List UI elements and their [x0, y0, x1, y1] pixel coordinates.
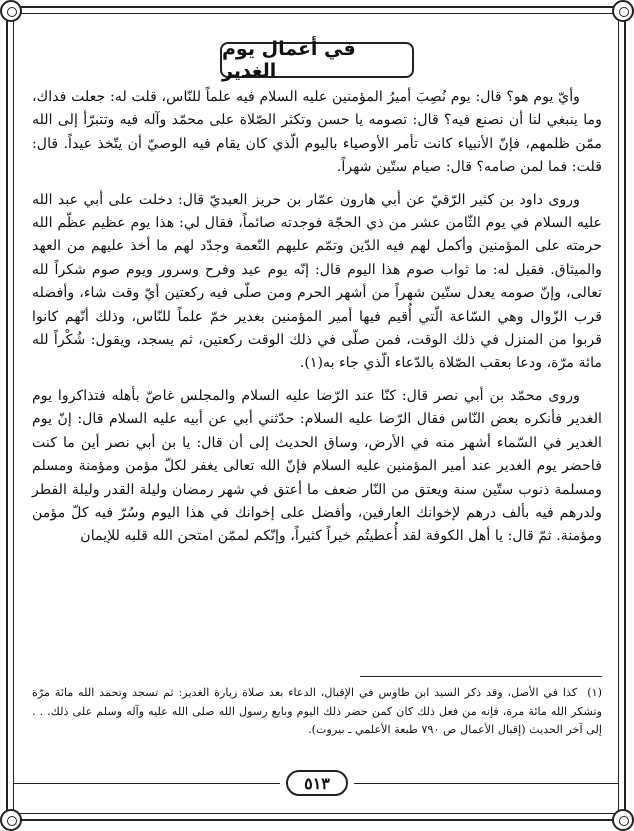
- page-number: ٥١٣: [304, 773, 330, 793]
- chapter-title-box: [220, 38, 414, 82]
- footnote-separator: [360, 676, 602, 677]
- paragraph-3: وروى محمّد بن أبي نصر قال: كنّا عند الرّضا عليه السلام والمجلس غاصّ بأهله فتذاكروا يوم الغدير فأنكره بعض النّاس فقال الرّضا عليه السلام: حدّثني أبي عن أبيه عليه السلام قال: إنّ يوم الغدير في السّماء أشهر منه في الأرض، وساق الحديث إلى أن قال: يا بن أبي نصر أين ما كنت فاحضر يوم الغدير عند أمير المؤمنين عليه السلام فإنّ الله تعالى يغفر لكلّ مؤمن ومؤمنة ومسلم ومسلمة ذنوب ستّين سنة ويعتق من النّار ضعف ما أعتق في شهر رمضان وليلة القدر وليلة الفطر ولدرهم فيه بألف درهم لإخوانك العارفين، وأفضل على إخوانك في هذا اليوم وسُرّ فيه كلّ مؤمن ومؤمنة. ثمّ قال: يا أهل الكوفة لقد أُعطيتُم خيراً كثيراً، وإنّكم لممّن امتحن الله قلبه للإيمان: [32, 387, 602, 545]
- paragraph-1: وأيّ يوم هو؟ قال: يوم نُصِبَ أميرُ المؤمنين عليه السلام فيه علماً للنّاس، قلت له: جعلت فداك، وما ينبغي لنا أن نصنع فيه؟ قال: تصومه يا حسن وتكثر الصّلاة على محمّد وآله فيه وتتبرّأ إلى الله ممّن ظلمهم، فإنّ الأنبياء كانت تأمر الأوصياء باليوم الّذي كان يقام فيه الوصيّ أن يتّخذ عيداً. قال: قلت: فما لمن صامه؟ قال: صيام ستّين شهراً.: [32, 89, 602, 176]
- corner-ornament-top-right: [612, 0, 634, 22]
- paragraph-2: وروى داود بن كثير الرّقيّ عن أبي هارون عمّار بن حريز العبديّ قال: دخلت على أبي عبد الله عليه السلام في يوم الثّامن عشر من ذي الحجّة فوجدته صائماً، فقال لي: هذا يوم عظيم عظّم الله حرمته على المؤمنين وأكمل لهم فيه الدّين وتمّم عليهم النّعمة وجدّد لهم ما أخذ عليهم من العهد والميثاق. فقيل له: ما ثواب صوم هذا اليوم قال: إنّه يوم عيد وفرح وسرور ويوم صوم شكراً لله تعالى، وإنّ صومه يعدل ستّين شهراً من أشهر الحرم ومن صلّى فيه ركعتين أيّ وقت شاء، وأفضله قرب الزّوال وهي السّاعة الّتي أُقيم فيها أمير المؤمنين بغدير خمّ علماً للنّاس، وذلك أنّهم كانوا قربوا من المنزل في ذلك الوقت، فمن صلّى في ذلك الوقت ركعتين، ثم يسجد، ويقول: شُكْراً لله مائة مرّة، ودعا بعقب الصّلاة بالدّعاء الّذي جاء به(١).: [32, 191, 602, 372]
- chapter-title: في أعمال يوم الغدير: [222, 38, 356, 82]
- footnote: [32, 684, 602, 740]
- footnote-text: كذا في الأصل، وقد ذكر السيد ابن طاوس في الإقبال، الدعاء بعد صلاة زيارة الغدير: ثم تسجد وتحمد الله مائة مرّة وتشكر الله مائة مرة، فإنه من فعل ذلك كان كمن حضر ذلك اليوم وبايع رسول الله صلى الله عليه وآله وسلم على ذلك. . . إلى آخر الحديث (إقبال الأعمال ص ٧٩٠ طبعة الأعلمي ـ بيروت).: [32, 686, 602, 736]
- corner-ornament-bottom-right: [612, 809, 634, 831]
- corner-ornament-top-left: [0, 0, 22, 22]
- main-text: [32, 86, 602, 558]
- page-number-box: [286, 770, 348, 796]
- footnote-number: (١): [587, 686, 602, 699]
- corner-ornament-bottom-left: [0, 809, 22, 831]
